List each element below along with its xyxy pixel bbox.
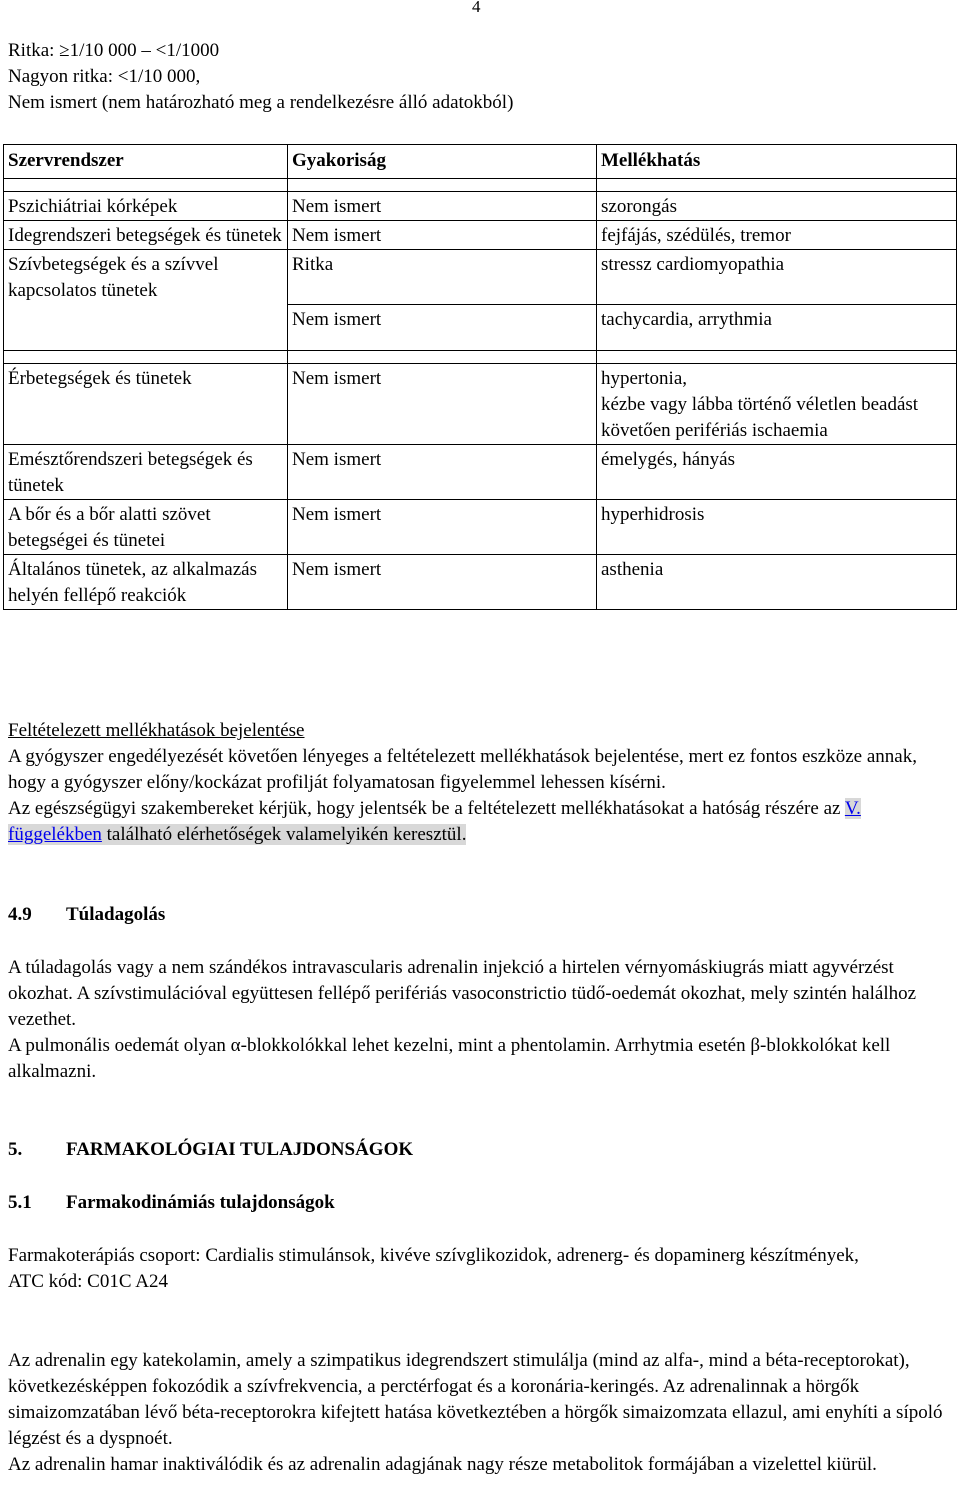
organ-cell: Pszichiátriai kórképek — [4, 192, 288, 221]
reporting-section — [8, 718, 948, 848]
effect-cell: asthenia — [597, 555, 957, 610]
frequency-cell: Nem ismert — [288, 192, 597, 221]
pharmaco-group — [8, 1243, 948, 1295]
page-number: 4 — [472, 0, 481, 16]
section-title: FARMAKOLÓGIAI TULAJDONSÁGOK — [66, 1139, 414, 1160]
table-row — [4, 304, 957, 351]
section-5-heading — [8, 1137, 948, 1163]
frequency-rare: Ritka: ≥1/10 000 – <1/1000 — [8, 40, 220, 61]
section-number: 5.1 — [8, 1192, 32, 1213]
therapeutic-group: Farmakoterápiás csoport: Cardialis stimulánsok, kivéve szívglikozidok, adrenerg- és dopaminerg készítmények, — [8, 1245, 859, 1266]
effect-line: hypertonia, — [601, 368, 688, 389]
table-row — [4, 500, 957, 555]
frequency-unknown: Nem ismert (nem határozható meg a rendelkezésre álló adatokból) — [8, 92, 514, 113]
overdose-paragraph: A túladagolás vagy a nem szándékos intravascularis adrenalin injekció a hirtelen vérnyomáskiugrás miatt agyvérzést okozhat. A szívstimulációval együttesen fellépő perifériás vasoconstrictio tüdő-oedemát okozhat, mely szintén halálhoz vezethet. — [8, 957, 917, 1030]
reporting-paragraph-2 — [8, 796, 948, 848]
pharmacodynamics-text — [8, 1348, 948, 1478]
frequency-cell: Nem ismert — [288, 500, 597, 555]
overdose-text — [8, 955, 948, 1085]
effect-cell: émelygés, hányás — [597, 445, 957, 500]
frequency-cell: Ritka — [288, 250, 597, 305]
pharmacodynamics-paragraph: Az adrenalin egy katekolamin, amely a szimpatikus idegrendszert stimulálja (mind az alfa-, mind a béta-receptorokat), következésképpen fokozódik a szívfrekvencia, a perctérfogat és a koronária-keringés. Az adrenalinnak a hörgők simaizomzatában lévő béta-receptorokra kifejtett hatása következtében a hörgők simaizomzata ellazul, ami enyhíti a sípoló légzést és a dyspnoét. — [8, 1350, 943, 1449]
organ-cell: A bőr és a bőr alatti szövet betegségei és tünetei — [4, 500, 288, 555]
header-organ: Szervrendszer — [4, 145, 288, 179]
section-number: 4.9 — [8, 904, 32, 925]
table-row — [4, 192, 957, 221]
frequency-cell: Nem ismert — [288, 445, 597, 500]
frequency-cell: Nem ismert — [288, 221, 597, 250]
effect-line: kézbe vagy lábba történő véletlen beadást követően perifériás ischaemia — [601, 394, 919, 441]
organ-cell: Idegrendszeri betegségek és tünetek — [4, 221, 288, 250]
organ-cell — [4, 304, 288, 351]
overdose-paragraph-2: A pulmonális oedemát olyan α-blokkolókkal lehet kezelni, mint a phentolamin. Arrhytmia esetén β-blokkolókat kell alkalmazni. — [8, 1035, 891, 1082]
frequency-cell: Nem ismert — [288, 304, 597, 351]
effect-cell: hyperhidrosis — [597, 500, 957, 555]
frequency-legend — [8, 38, 513, 116]
effect-cell — [597, 364, 957, 445]
header-effect: Mellékhatás — [597, 145, 957, 179]
frequency-cell: Nem ismert — [288, 555, 597, 610]
atc-code: ATC kód: C01C A24 — [8, 1271, 168, 1292]
table-row — [4, 555, 957, 610]
section-5-1-heading — [8, 1190, 948, 1216]
effect-cell: szorongás — [597, 192, 957, 221]
reporting-paragraph: A gyógyszer engedélyezését követően lényeges a feltételezett mellékhatások bejelentése, mert ez fontos eszköze annak, hogy a gyógyszer előny/kockázat profilját folyamatosan figyelemmel lehessen kísérni. — [8, 746, 917, 793]
table-header-row — [4, 145, 957, 179]
organ-cell: Szívbetegségek és a szívvel kapcsolatos tünetek — [4, 250, 288, 305]
organ-cell: Érbetegségek és tünetek — [4, 364, 288, 445]
table-row — [4, 445, 957, 500]
adverse-effects-table — [3, 144, 957, 610]
overdose-heading — [8, 902, 948, 928]
effect-cell: stressz cardiomyopathia — [597, 250, 957, 305]
frequency-cell: Nem ismert — [288, 364, 597, 445]
organ-cell: Általános tünetek, az alkalmazás helyén fellépő reakciók — [4, 555, 288, 610]
frequency-very-rare: Nagyon ritka: <1/10 000, — [8, 66, 201, 87]
appendix-link[interactable]: V. függelékben — [8, 798, 861, 845]
organ-cell: Emésztőrendszeri betegségek és tünetek — [4, 445, 288, 500]
section-number: 5. — [8, 1139, 23, 1160]
table-row — [4, 221, 957, 250]
header-frequency: Gyakoriság — [288, 145, 597, 179]
effect-cell: tachycardia, arrythmia — [597, 304, 957, 351]
pharmacodynamics-paragraph-2: Az adrenalin hamar inaktiválódik és az adrenalin adagjának nagy része metabolitok formájában a vizelettel kiürül. — [8, 1454, 877, 1475]
reporting-text: Az egészségügyi szakembereket kérjük, hogy jelentsék be a feltételezett mellékhatásokat a hatóság részére az — [8, 798, 845, 819]
section-title: Farmakodinámiás tulajdonságok — [66, 1192, 335, 1213]
table-row — [4, 250, 957, 305]
reporting-text-end: található elérhetőségek valamelyikén keresztül. — [101, 824, 467, 845]
reporting-title: Feltételezett mellékhatások bejelentése — [8, 720, 305, 741]
table-row — [4, 364, 957, 445]
effect-cell: fejfájás, szédülés, tremor — [597, 221, 957, 250]
section-title: Túladagolás — [66, 904, 166, 925]
